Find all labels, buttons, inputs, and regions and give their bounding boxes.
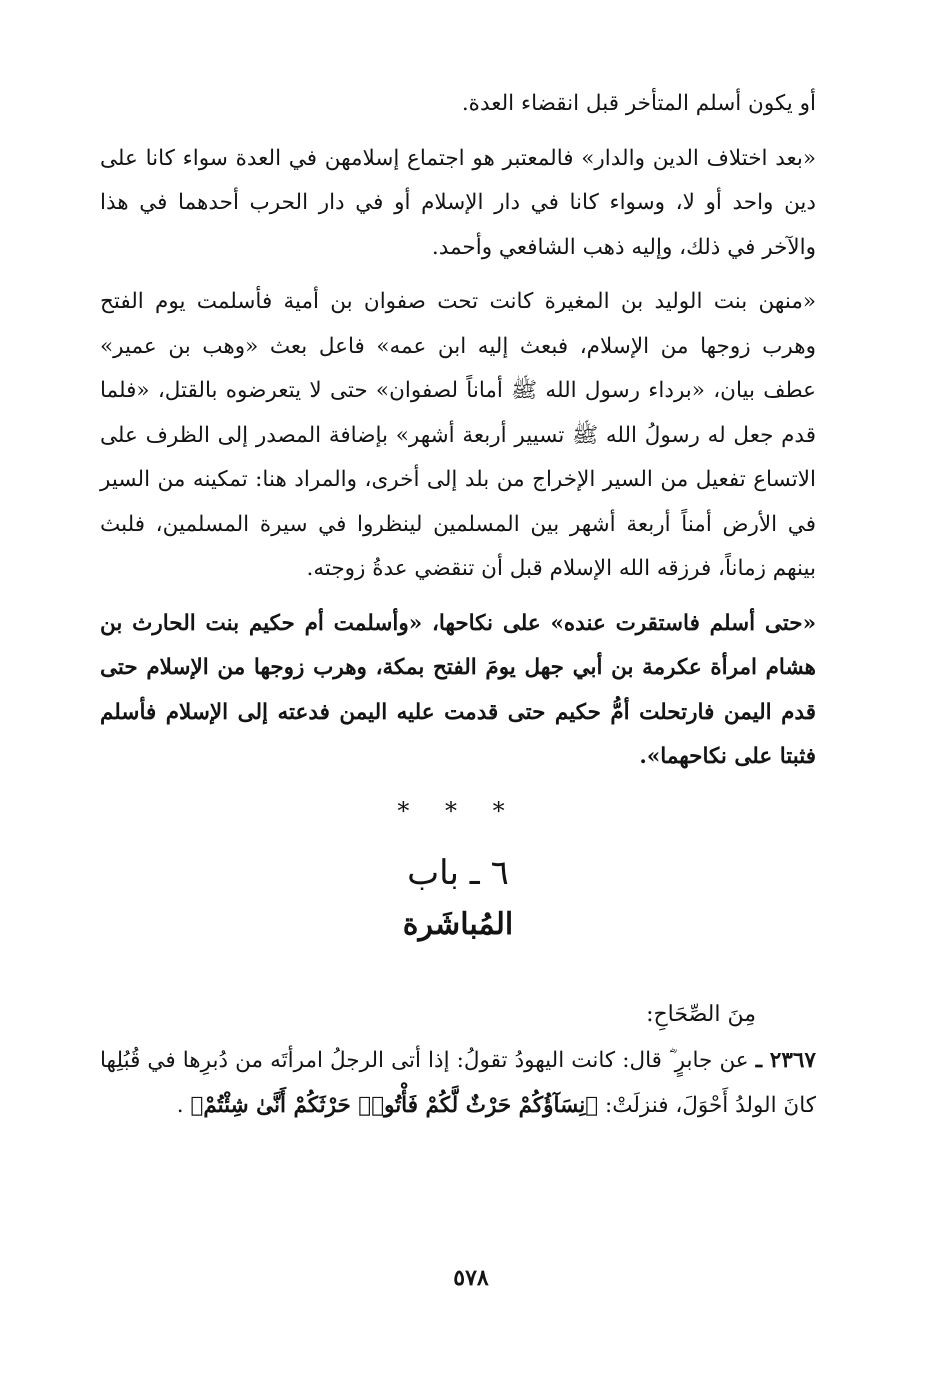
- page-body: [100, 82, 816, 1128]
- paragraph-1: أو يكون أسلم المتأخر قبل انقضاء العدة.: [461, 91, 816, 116]
- paragraph-2: «بعد اختلاف الدين والدار» فالمعتبر هو اجتماع إسلامهن في العدة سواء كانا على دين واحد أو لا، وسواء كانا في دار الإسلام أو في دار الحرب أحدهما في هذا والآخر في ذلك، وإليه ذهب الشافعي وأحمد.: [100, 145, 816, 260]
- paragraph-4: «حتى أسلم فاستقرت عنده» على نكاحها، «وأسلمت أم حكيم بنت الحارث بن هشام امرأة عكرمة بن أبي جهل يومَ الفتح بمكة، وهرب زوجها من الإسلام حتى قدم اليمن فارتحلت أمُّ حكيم حتى قدمت عليه اليمن فدعته إلى الإسلام فأسلم فثبتا على نكاحهما».: [100, 610, 817, 769]
- paragraph-3: «منهن بنت الوليد بن المغيرة كانت تحت صفوان بن أمية فأسلمت يوم الفتح وهرب زوجها من الإسلام، فبعث إليه ابن عمه» فاعل بعث «وهب بن عمير» عطف بيان، «برداء رسول الله ﷺ أماناً لصفوان» حتى لا يتعرضوه بالقتل، «فلما قدم جعل له رسولُ الله ﷺ تسيير أربعة أشهر» بإضافة المصدر إلى الظرف على الاتساع تفعيل من السير الإخراج من بلد إلى أخرى، والمراد هنا: تمكينه من السير في الأرض أمناً أربعة أشهر بين المسلمين لينظروا في سيرة المسلمين، فلبث بينهم زماناً، فرزقه الله الإسلام قبل أن تنقضي عدةُ زوجته.: [100, 289, 816, 581]
- chapter-heading: ٦ ـ باب: [407, 852, 509, 893]
- hadith-end: .: [176, 1092, 184, 1118]
- hadith-number: ٢٣٦٧ ـ: [755, 1047, 816, 1073]
- chapter-title: المُباشَرة: [402, 906, 514, 942]
- hadith-text: [100, 1038, 816, 1128]
- quran-verse: ﴿نِسَآؤُكُمْ حَرْثٌ لَّكُمْ فَأْتُوا۟ حَرْثَكُمْ أَنَّىٰ شِئْتُمْ﴾: [190, 1092, 599, 1118]
- page-number: ٥٧٨: [453, 1265, 489, 1291]
- source-label: مِنَ الصِّحَاحِ:: [646, 1001, 756, 1027]
- hadith-body: عن جابرٍ ؓ قال: كانت اليهودُ تقولُ: إذا أتى الرجلُ امرأتَه من دُبرِها في قُبُلِها كانَ الولدُ أَحْوَلَ، فنزلَتْ:: [100, 1047, 816, 1118]
- section-separator: * * *: [397, 796, 519, 825]
